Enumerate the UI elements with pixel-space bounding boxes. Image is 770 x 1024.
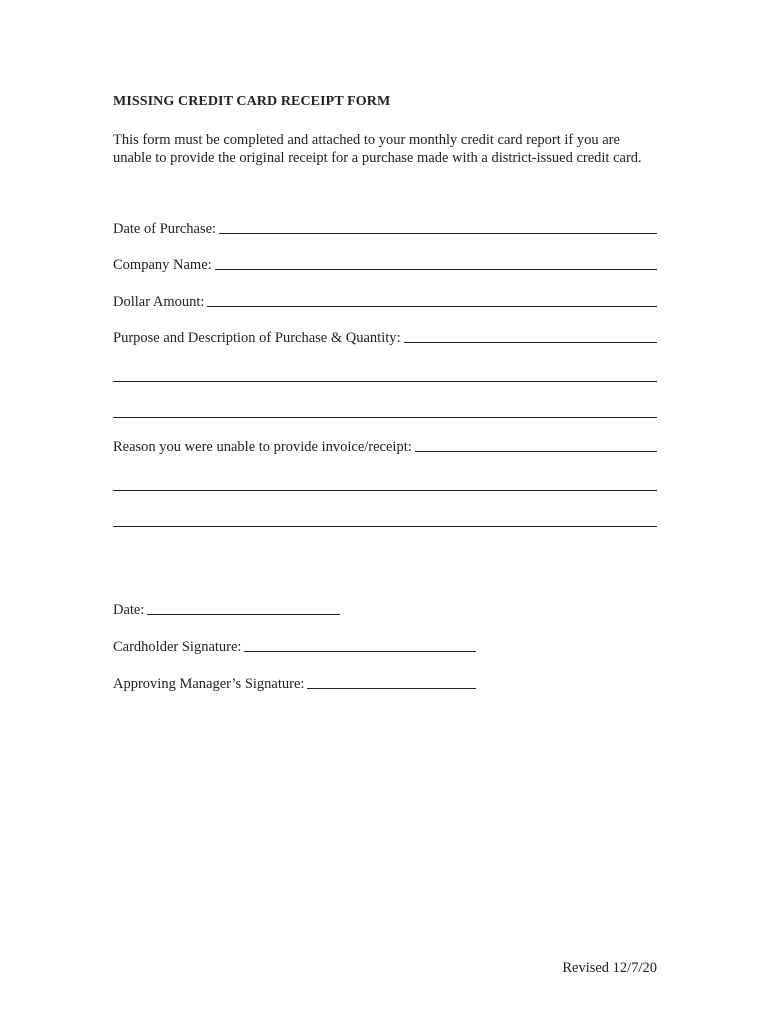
reason-line[interactable] [415, 450, 657, 452]
reason-label: Reason you were unable to provide invoice/receipt: [113, 439, 412, 455]
date-of-purchase-line[interactable] [219, 232, 657, 234]
purpose-line[interactable] [404, 341, 657, 343]
manager-signature-field[interactable] [113, 676, 476, 693]
date-of-purchase-field[interactable] [113, 221, 657, 238]
dollar-amount-field[interactable] [113, 294, 657, 311]
date-field[interactable] [113, 602, 340, 619]
form-instructions: This form must be completed and attached to your monthly credit card report if you are unable to provide the original receipt for a purchase made with a district-issued credit card. [113, 132, 642, 166]
manager-signature-line[interactable] [307, 687, 476, 689]
cardholder-signature-line[interactable] [244, 650, 476, 652]
dollar-amount-line[interactable] [207, 305, 657, 307]
reason-field[interactable] [113, 439, 657, 456]
purpose-field[interactable] [113, 330, 657, 347]
revision-date: Revised 12/7/20 [562, 960, 657, 976]
date-of-purchase-label: Date of Purchase: [113, 221, 217, 237]
date-line[interactable] [147, 613, 340, 615]
dollar-amount-label: Dollar Amount: [113, 294, 205, 310]
date-label: Date: [113, 602, 145, 618]
company-name-line[interactable] [215, 268, 657, 270]
purpose-label: Purpose and Description of Purchase & Quantity: [113, 330, 401, 346]
purpose-continuation-line-2[interactable] [113, 417, 657, 418]
reason-continuation-line-2[interactable] [113, 526, 657, 527]
cardholder-signature-field[interactable] [113, 639, 476, 656]
cardholder-signature-label: Cardholder Signature: [113, 639, 242, 655]
form-title: MISSING CREDIT CARD RECEIPT FORM [113, 94, 391, 109]
company-name-field[interactable] [113, 257, 657, 274]
company-name-label: Company Name: [113, 257, 212, 273]
manager-signature-label: Approving Manager’s Signature: [113, 676, 305, 692]
reason-continuation-line-1[interactable] [113, 490, 657, 491]
purpose-continuation-line-1[interactable] [113, 381, 657, 382]
